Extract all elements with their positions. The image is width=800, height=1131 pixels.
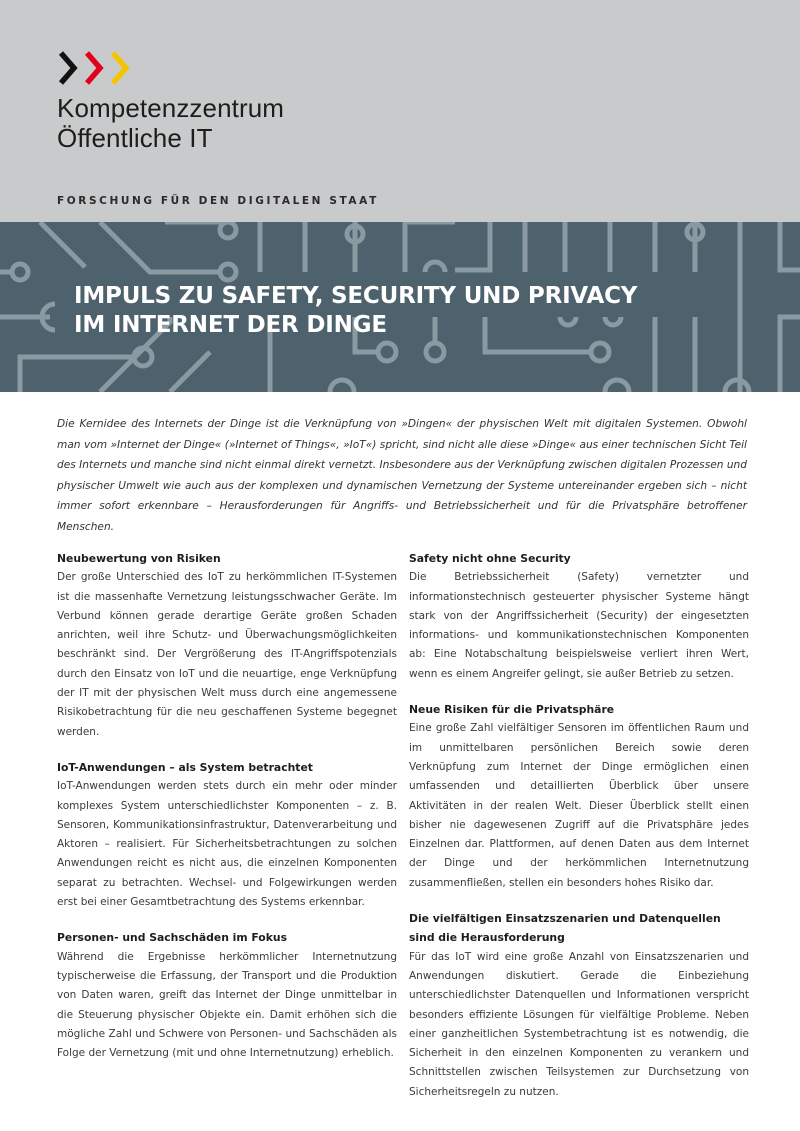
brand-name bbox=[57, 93, 284, 153]
section-iot-as-system bbox=[57, 758, 397, 912]
section-scenarios-datasources bbox=[409, 909, 749, 1102]
left-column bbox=[57, 549, 397, 1079]
title-line-2: IM INTERNET DER DINGE bbox=[74, 312, 387, 338]
section-damage-focus bbox=[57, 928, 397, 1063]
title-banner bbox=[0, 222, 800, 392]
title-line-1: IMPULS ZU SAFETY, SECURITY UND PRIVACY bbox=[74, 283, 638, 309]
intro-paragraph: Die Kernidee des Internets der Dinge ist die Verknüpfung von »Dingen« der physischen Welt mit digitalen Systemen. Obwohl man vom »Internet der Dinge« (»Internet of Things«, »IoT«) spricht, sind nicht alle diese »Dinge« aus einer technischen Sicht Teil des Internets und manche sind nicht einmal direkt vernetzt. Insbesondere aus der Verknüpfung zwischen digitalen Prozessen und physischer Umwelt wie auch aus der komplexen und dynamischen Vernetzung der Systeme untereinander ergeben sich – nicht immer sofort erkennbare – Herausforderungen für Angriffs- und Betriebssicherheit und für die Privatsphäre betroffener Menschen. bbox=[57, 418, 747, 533]
section-heading: IoT-Anwendungen – als System betrachtet bbox=[57, 760, 313, 774]
section-body: IoT-Anwendungen werden stets durch ein mehr oder minder komplexes System unterschiedlichster Komponenten – z. B. Sensoren, Kommunikationsinfrastruktur, Datenverarbeitung und Aktoren – realisiert. Für Sicherheitsbetrachtungen zu solchen Anwendungen reicht es nicht aus, die einzelnen Komponenten separat zu betrachten. Wechsel- und Folgewirkungen werden erst bei einer Gesamtbetrachtung des Systems erkennbar. bbox=[57, 780, 397, 909]
section-heading: Neue Risiken für die Privatsphäre bbox=[409, 703, 615, 717]
tagline: FORSCHUNG FÜR DEN DIGITALEN STAAT bbox=[57, 195, 379, 207]
page-header bbox=[0, 0, 800, 222]
section-risk-reassessment bbox=[57, 549, 397, 742]
section-body: Der große Unterschied des IoT zu herkömmlichen IT-Systemen ist die massenhafte Vernetzung leistungsschwacher Geräte. Im Verbund können gerade derartige Geräte großen Schaden anrichten, weil ihre Schutz- und Überwachungsmöglichkeiten beschränkt sind. Der Vergrößerung des IT-Angriffspotenzials durch den Einsatz von IoT und die neuartige, enge Verknüpfung der IT mit der physischen Welt muss durch eine angemessene Risikobetrachtung für die neu geschaffenen Systeme begegnet werden. bbox=[57, 571, 397, 738]
section-body: Während die Ergebnisse herkömmlicher Internetnutzung typischerweise die Erfassung, der Transport und die Produktion von Daten waren, greift das Internet der Dinge unmittelbar in die Steuerung physischer Objekte ein. Damit erhöhen sich die mögliche Zahl und Schwere von Personen- und Sachschäden als Folge der Vernetzung (mit und ohne Internetnutzung) erheblich. bbox=[57, 950, 397, 1060]
section-privacy-risks bbox=[409, 700, 749, 893]
document-title bbox=[74, 282, 637, 340]
section-heading: Die vielfältigen Einsatzszenarien und Datenquellen sind die Herausforderung bbox=[409, 912, 721, 945]
section-heading: Safety nicht ohne Security bbox=[409, 552, 571, 565]
triple-chevron-logo-icon bbox=[57, 50, 137, 86]
section-heading: Neubewertung von Risiken bbox=[57, 552, 221, 565]
brand-line-2: Öffentliche IT bbox=[57, 123, 213, 153]
section-safety-security bbox=[409, 549, 749, 684]
section-heading: Personen- und Sachschäden im Fokus bbox=[57, 931, 288, 945]
section-body: Für das IoT wird eine große Anzahl von Einsatzszenarien und Anwendungen diskutiert. Gerade die Einbeziehung unterschiedlichster Datenquellen und Informationen verspricht besonders effiziente Lösungen für vielfältige Probleme. Neben einer ganzheitlichen Systembetrachtung ist es notwendig, die Sicherheit in den einzelnen Komponenten zu verankern und Schnittstellen zwischen Teilsystemen zur Durchsetzung von Sicherheitsregeln zu nutzen. bbox=[409, 950, 749, 1098]
section-body: Eine große Zahl vielfältiger Sensoren im öffentlichen Raum und im unmittelbaren persönlichen Bereich sowie deren Verknüpfung zum Internet der Dinge ermöglichen einen umfassenden und detaillierten Überblick über unsere Aktivitäten in der realen Welt. Dieser Überblick stellt einen bisher nie dagewesenen Zugriff auf die Privatsphäre jedes Einzelnen dar. Plattformen, auf denen Daten aus dem Internet der Dinge und der herkömmlichen Internetnutzung zusammenfließen, stellen ein besonders hohes Risiko dar. bbox=[409, 722, 749, 889]
section-body: Die Betriebssicherheit (Safety) vernetzter und informationstechnisch gesteuerter physischer Systeme hängt stark von der Angriffssicherheit (Security) der eingesetzten informations- und kommunikationstechnischen Komponenten ab: Eine Notabschaltung beispielsweise verliert ihren Wert, wenn es einem Angreifer gelingt, sie außer Betrieb zu setzen. bbox=[409, 571, 749, 680]
brand-line-1: Kompetenzzentrum bbox=[57, 93, 285, 123]
right-column bbox=[409, 549, 749, 1118]
